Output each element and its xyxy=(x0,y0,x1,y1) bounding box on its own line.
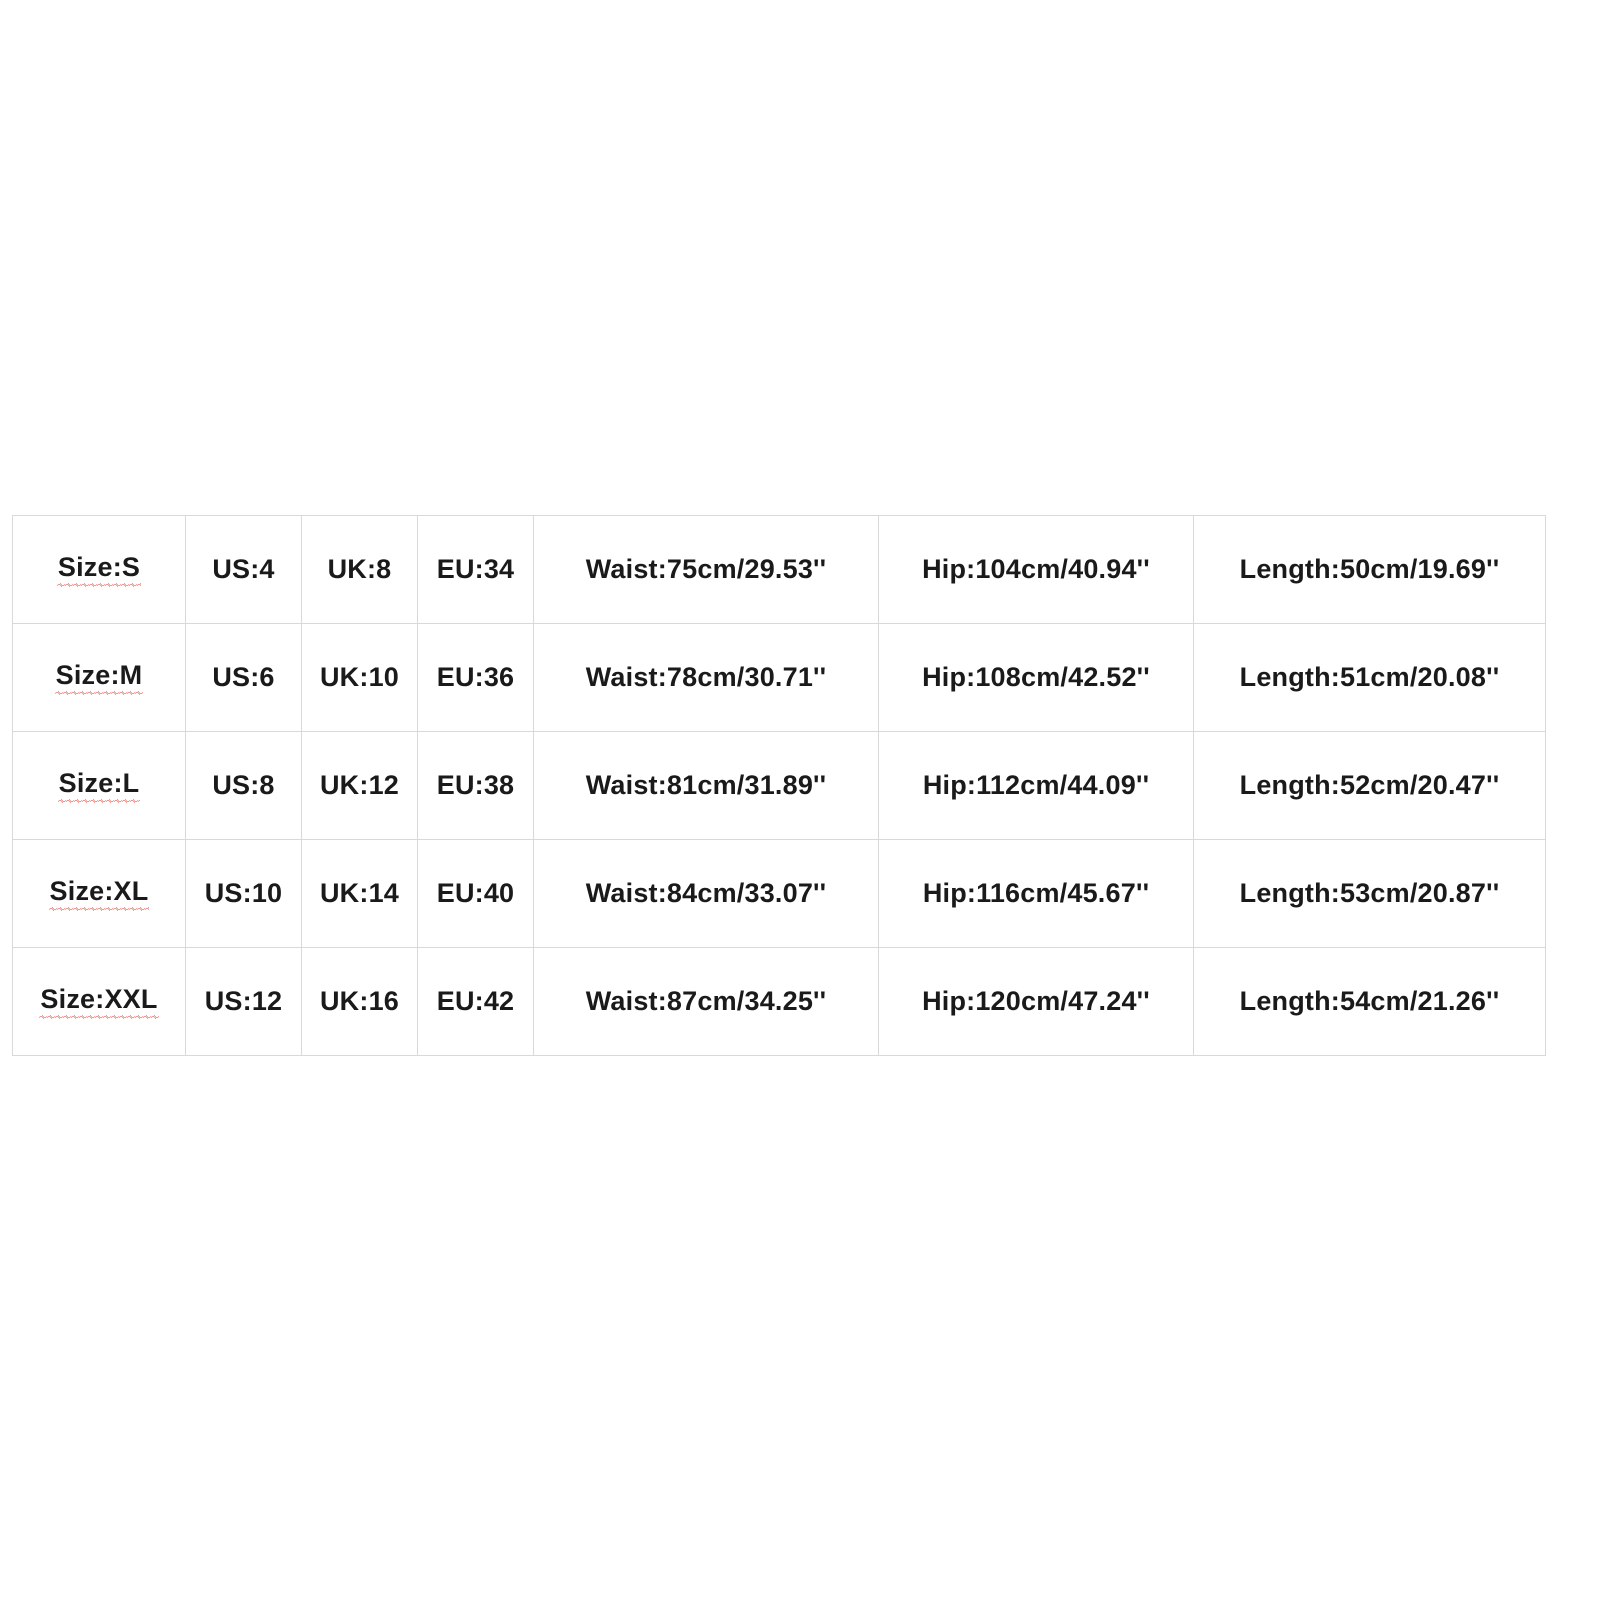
size-label: Size:M xyxy=(56,660,143,695)
cell-hip: Hip:108cm/42.52'' xyxy=(879,624,1194,732)
table-row xyxy=(13,624,1546,732)
cell-eu: EU:34 xyxy=(418,516,534,624)
cell-waist: Waist:75cm/29.53'' xyxy=(534,516,879,624)
cell-waist: Waist:84cm/33.07'' xyxy=(534,840,879,948)
cell-length: Length:53cm/20.87'' xyxy=(1194,840,1546,948)
cell-length: Length:52cm/20.47'' xyxy=(1194,732,1546,840)
cell-size xyxy=(13,516,186,624)
cell-us: US:8 xyxy=(186,732,302,840)
cell-hip: Hip:112cm/44.09'' xyxy=(879,732,1194,840)
cell-waist: Waist:81cm/31.89'' xyxy=(534,732,879,840)
cell-uk: UK:12 xyxy=(302,732,418,840)
size-chart-table xyxy=(12,515,1546,1056)
cell-size xyxy=(13,732,186,840)
cell-uk: UK:16 xyxy=(302,948,418,1056)
cell-waist: Waist:87cm/34.25'' xyxy=(534,948,879,1056)
cell-uk: UK:8 xyxy=(302,516,418,624)
cell-size xyxy=(13,624,186,732)
size-chart-container xyxy=(12,515,1540,1056)
size-label: Size:S xyxy=(58,552,140,587)
cell-us: US:6 xyxy=(186,624,302,732)
cell-size xyxy=(13,840,186,948)
table-row xyxy=(13,732,1546,840)
cell-length: Length:54cm/21.26'' xyxy=(1194,948,1546,1056)
cell-hip: Hip:116cm/45.67'' xyxy=(879,840,1194,948)
size-label: Size:XXL xyxy=(40,984,157,1019)
cell-uk: UK:14 xyxy=(302,840,418,948)
cell-hip: Hip:120cm/47.24'' xyxy=(879,948,1194,1056)
cell-eu: EU:38 xyxy=(418,732,534,840)
cell-eu: EU:36 xyxy=(418,624,534,732)
table-row xyxy=(13,516,1546,624)
cell-waist: Waist:78cm/30.71'' xyxy=(534,624,879,732)
size-label: Size:L xyxy=(59,768,140,803)
cell-eu: EU:42 xyxy=(418,948,534,1056)
cell-us: US:12 xyxy=(186,948,302,1056)
table-row xyxy=(13,840,1546,948)
table-row xyxy=(13,948,1546,1056)
cell-uk: UK:10 xyxy=(302,624,418,732)
cell-length: Length:50cm/19.69'' xyxy=(1194,516,1546,624)
size-label: Size:XL xyxy=(50,876,149,911)
cell-us: US:4 xyxy=(186,516,302,624)
cell-us: US:10 xyxy=(186,840,302,948)
cell-eu: EU:40 xyxy=(418,840,534,948)
cell-length: Length:51cm/20.08'' xyxy=(1194,624,1546,732)
cell-size xyxy=(13,948,186,1056)
cell-hip: Hip:104cm/40.94'' xyxy=(879,516,1194,624)
